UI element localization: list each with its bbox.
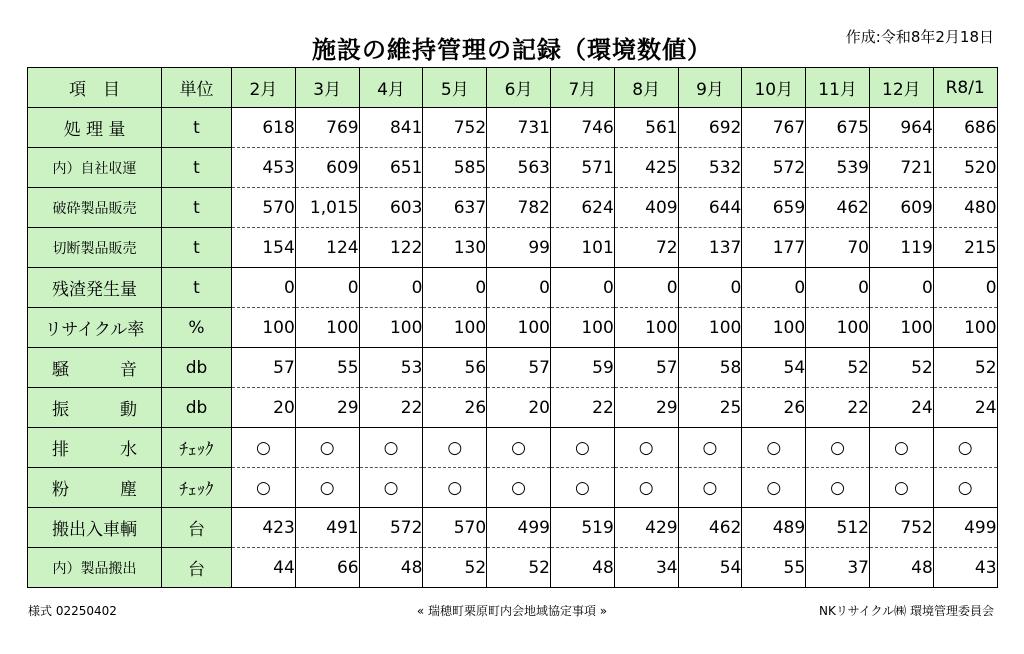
value-cell: 0 [933, 268, 997, 308]
value-cell: 70 [806, 228, 870, 268]
value-cell: 429 [614, 508, 678, 548]
footer-committee: NKリサイクル㈱ 環境管理委員会 [819, 604, 994, 618]
value-cell: 154 [232, 228, 296, 268]
value-cell: 137 [678, 228, 742, 268]
value-cell: 66 [295, 548, 359, 588]
value-cell: 0 [614, 268, 678, 308]
value-cell: 462 [678, 508, 742, 548]
value-cell: 22 [550, 388, 614, 428]
table-row [28, 548, 998, 588]
value-cell: 453 [232, 148, 296, 188]
created-date: 作成:令和8年2月18日 [845, 28, 994, 46]
value-cell: 520 [933, 148, 997, 188]
header-month: 8月 [614, 68, 678, 108]
value-cell: 609 [869, 188, 933, 228]
table-row [28, 348, 998, 388]
check-mark-cell: ○ [423, 428, 487, 468]
value-cell: 52 [423, 548, 487, 588]
value-cell: 100 [295, 308, 359, 348]
value-cell: 26 [742, 388, 806, 428]
check-mark-cell: ○ [614, 428, 678, 468]
check-mark-cell: ○ [614, 468, 678, 508]
value-cell: 53 [359, 348, 423, 388]
check-mark-cell: ○ [550, 428, 614, 468]
check-mark-cell: ○ [678, 428, 742, 468]
value-cell: 603 [359, 188, 423, 228]
value-cell: 48 [550, 548, 614, 588]
check-mark-cell: ○ [933, 428, 997, 468]
row-label: 振 動 [28, 388, 162, 428]
value-cell: 0 [487, 268, 551, 308]
check-mark-cell: ○ [295, 428, 359, 468]
header-month: 3月 [295, 68, 359, 108]
header-month: R8/1 [933, 68, 997, 108]
value-cell: 130 [423, 228, 487, 268]
check-mark-cell: ○ [423, 468, 487, 508]
header-month: 4月 [359, 68, 423, 108]
table-row [28, 468, 998, 508]
value-cell: 746 [550, 108, 614, 148]
value-cell: 964 [869, 108, 933, 148]
value-cell: 22 [359, 388, 423, 428]
check-mark-cell: ○ [806, 468, 870, 508]
check-mark-cell: ○ [678, 468, 742, 508]
check-mark-cell: ○ [550, 468, 614, 508]
footer-agreement: « 瑞穂町栗原町内会地域協定事項 » [416, 604, 608, 618]
value-cell: 0 [869, 268, 933, 308]
value-cell: 100 [614, 308, 678, 348]
row-unit: db [162, 348, 232, 388]
value-cell: 24 [933, 388, 997, 428]
header-month: 12月 [869, 68, 933, 108]
value-cell: 44 [232, 548, 296, 588]
table-row [28, 428, 998, 468]
value-cell: 462 [806, 188, 870, 228]
value-cell: 54 [742, 348, 806, 388]
table-row [28, 228, 998, 268]
value-cell: 767 [742, 108, 806, 148]
value-cell: 570 [232, 188, 296, 228]
value-cell: 52 [869, 348, 933, 388]
value-cell: 499 [487, 508, 551, 548]
value-cell: 752 [423, 108, 487, 148]
value-cell: 609 [295, 148, 359, 188]
table-row [28, 268, 998, 308]
value-cell: 572 [359, 508, 423, 548]
value-cell: 100 [742, 308, 806, 348]
value-cell: 659 [742, 188, 806, 228]
value-cell: 731 [487, 108, 551, 148]
value-cell: 52 [487, 548, 551, 588]
value-cell: 571 [550, 148, 614, 188]
value-cell: 692 [678, 108, 742, 148]
value-cell: 0 [232, 268, 296, 308]
row-label: 破砕製品販売 [28, 188, 162, 228]
header-month: 10月 [742, 68, 806, 108]
value-cell: 100 [487, 308, 551, 348]
header-month: 9月 [678, 68, 742, 108]
row-label: 粉 塵 [28, 468, 162, 508]
value-cell: 675 [806, 108, 870, 148]
value-cell: 124 [295, 228, 359, 268]
value-cell: 519 [550, 508, 614, 548]
value-cell: 480 [933, 188, 997, 228]
row-label: リサイクル率 [28, 308, 162, 348]
check-mark-cell: ○ [232, 468, 296, 508]
environment-records-table [27, 67, 998, 588]
value-cell: 100 [806, 308, 870, 348]
row-unit: t [162, 188, 232, 228]
value-cell: 0 [359, 268, 423, 308]
value-cell: 423 [232, 508, 296, 548]
value-cell: 215 [933, 228, 997, 268]
check-mark-cell: ○ [742, 428, 806, 468]
value-cell: 58 [678, 348, 742, 388]
header-unit: 単位 [162, 68, 232, 108]
check-mark-cell: ○ [359, 468, 423, 508]
row-unit: t [162, 108, 232, 148]
page-title: 施設の維持管理の記録（環境数値） [312, 36, 712, 64]
value-cell: 72 [614, 228, 678, 268]
row-unit: t [162, 148, 232, 188]
value-cell: 26 [423, 388, 487, 428]
value-cell: 25 [678, 388, 742, 428]
row-label: 搬出入車輌 [28, 508, 162, 548]
form-number: 様式 02250402 [28, 604, 117, 618]
table-row [28, 188, 998, 228]
header-month: 11月 [806, 68, 870, 108]
table-row [28, 108, 998, 148]
value-cell: 491 [295, 508, 359, 548]
row-unit: t [162, 268, 232, 308]
value-cell: 100 [678, 308, 742, 348]
row-unit: ﾁｪｯｸ [162, 468, 232, 508]
value-cell: 512 [806, 508, 870, 548]
row-unit: 台 [162, 508, 232, 548]
value-cell: 100 [550, 308, 614, 348]
value-cell: 54 [678, 548, 742, 588]
row-unit: ﾁｪｯｸ [162, 428, 232, 468]
value-cell: 122 [359, 228, 423, 268]
value-cell: 841 [359, 108, 423, 148]
row-label: 処 理 量 [28, 108, 162, 148]
value-cell: 0 [806, 268, 870, 308]
value-cell: 782 [487, 188, 551, 228]
value-cell: 539 [806, 148, 870, 188]
row-label: 内）自社収運 [28, 148, 162, 188]
value-cell: 57 [487, 348, 551, 388]
value-cell: 637 [423, 188, 487, 228]
check-mark-cell: ○ [232, 428, 296, 468]
value-cell: 52 [933, 348, 997, 388]
table-row [28, 508, 998, 548]
check-mark-cell: ○ [487, 468, 551, 508]
value-cell: 29 [614, 388, 678, 428]
check-mark-cell: ○ [806, 428, 870, 468]
row-label: 内）製品搬出 [28, 548, 162, 588]
value-cell: 561 [614, 108, 678, 148]
value-cell: 48 [869, 548, 933, 588]
value-cell: 43 [933, 548, 997, 588]
value-cell: 24 [869, 388, 933, 428]
value-cell: 59 [550, 348, 614, 388]
row-label: 残渣発生量 [28, 268, 162, 308]
check-mark-cell: ○ [869, 428, 933, 468]
value-cell: 119 [869, 228, 933, 268]
row-unit: % [162, 308, 232, 348]
value-cell: 644 [678, 188, 742, 228]
value-cell: 0 [423, 268, 487, 308]
row-label: 切断製品販売 [28, 228, 162, 268]
value-cell: 100 [359, 308, 423, 348]
value-cell: 55 [742, 548, 806, 588]
table-row [28, 388, 998, 428]
value-cell: 177 [742, 228, 806, 268]
header-month: 6月 [487, 68, 551, 108]
value-cell: 57 [232, 348, 296, 388]
value-cell: 99 [487, 228, 551, 268]
value-cell: 572 [742, 148, 806, 188]
value-cell: 22 [806, 388, 870, 428]
value-cell: 48 [359, 548, 423, 588]
value-cell: 0 [678, 268, 742, 308]
check-mark-cell: ○ [742, 468, 806, 508]
value-cell: 20 [232, 388, 296, 428]
header-month: 2月 [232, 68, 296, 108]
value-cell: 0 [550, 268, 614, 308]
value-cell: 585 [423, 148, 487, 188]
row-unit: 台 [162, 548, 232, 588]
check-mark-cell: ○ [295, 468, 359, 508]
value-cell: 29 [295, 388, 359, 428]
value-cell: 101 [550, 228, 614, 268]
value-cell: 100 [232, 308, 296, 348]
value-cell: 409 [614, 188, 678, 228]
value-cell: 499 [933, 508, 997, 548]
check-mark-cell: ○ [359, 428, 423, 468]
value-cell: 618 [232, 108, 296, 148]
value-cell: 686 [933, 108, 997, 148]
value-cell: 425 [614, 148, 678, 188]
table-row [28, 148, 998, 188]
value-cell: 651 [359, 148, 423, 188]
value-cell: 100 [869, 308, 933, 348]
row-unit: db [162, 388, 232, 428]
header-month: 7月 [550, 68, 614, 108]
row-label: 騒 音 [28, 348, 162, 388]
value-cell: 489 [742, 508, 806, 548]
value-cell: 769 [295, 108, 359, 148]
header-month: 5月 [423, 68, 487, 108]
value-cell: 55 [295, 348, 359, 388]
value-cell: 20 [487, 388, 551, 428]
value-cell: 721 [869, 148, 933, 188]
header-item: 項 目 [28, 68, 162, 108]
check-mark-cell: ○ [933, 468, 997, 508]
value-cell: 56 [423, 348, 487, 388]
value-cell: 563 [487, 148, 551, 188]
value-cell: 37 [806, 548, 870, 588]
value-cell: 52 [806, 348, 870, 388]
value-cell: 624 [550, 188, 614, 228]
value-cell: 100 [933, 308, 997, 348]
value-cell: 1,015 [295, 188, 359, 228]
table-header-row [28, 68, 998, 108]
value-cell: 34 [614, 548, 678, 588]
table-row [28, 308, 998, 348]
value-cell: 752 [869, 508, 933, 548]
check-mark-cell: ○ [487, 428, 551, 468]
value-cell: 0 [742, 268, 806, 308]
value-cell: 570 [423, 508, 487, 548]
row-label: 排 水 [28, 428, 162, 468]
value-cell: 100 [423, 308, 487, 348]
value-cell: 0 [295, 268, 359, 308]
row-unit: t [162, 228, 232, 268]
value-cell: 57 [614, 348, 678, 388]
value-cell: 532 [678, 148, 742, 188]
check-mark-cell: ○ [869, 468, 933, 508]
